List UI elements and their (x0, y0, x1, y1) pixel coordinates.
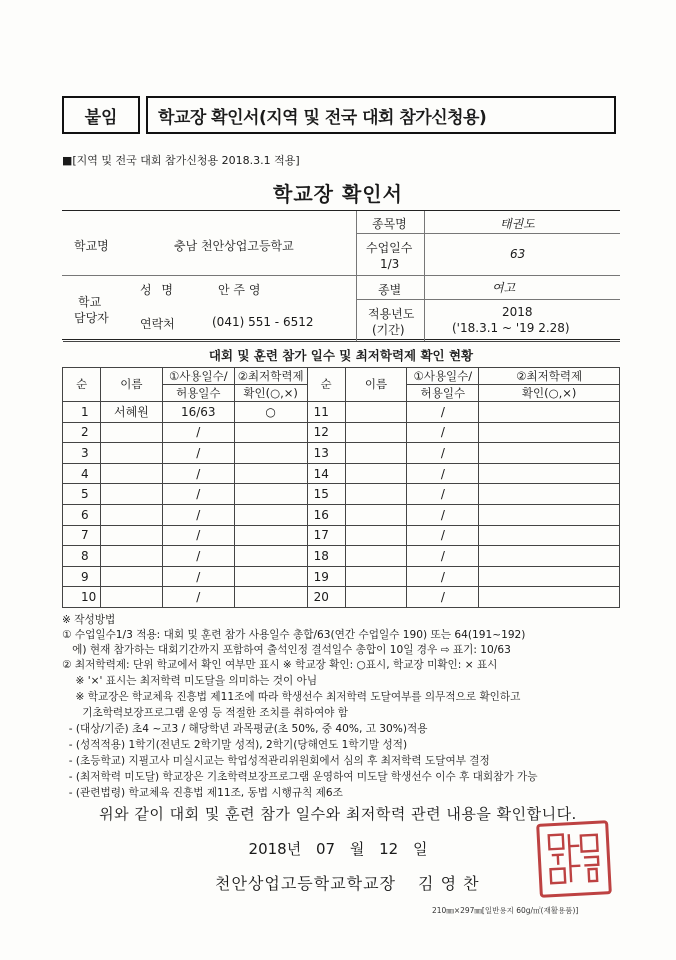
signer (215, 871, 480, 894)
event-label: 종목명 (372, 217, 407, 231)
info-table (62, 210, 620, 340)
row-name (100, 525, 162, 546)
row-check-right (479, 504, 620, 525)
row-check (234, 525, 307, 546)
row-number-right: 11 (307, 402, 345, 423)
instruction-line: ※ 작성방법 (62, 614, 116, 626)
row-name (100, 566, 162, 587)
row-number-right: 18 (307, 546, 345, 567)
row-number-right: 15 (307, 484, 345, 505)
row-name (100, 546, 162, 567)
row-name (100, 443, 162, 464)
row-number-right: 16 (307, 504, 345, 525)
manager-label-2: 담당자 (74, 311, 109, 325)
col-header-no-right: 순 (307, 368, 345, 402)
seal-icon (540, 824, 607, 893)
document-title: 학교장 확인서 (273, 182, 403, 206)
row-check-right (479, 484, 620, 505)
row-name-right (345, 422, 407, 443)
row-name-right (345, 463, 407, 484)
table-row (63, 525, 620, 546)
participation-table (62, 341, 620, 608)
row-name-right (345, 443, 407, 464)
row-days: 16/63 (162, 402, 234, 423)
manager-label-1: 학교 (78, 295, 102, 309)
instruction-line: ※ '×' 표시는 최저학력 미도달을 의미하는 것이 아님 (62, 675, 318, 687)
row-days: / (162, 463, 234, 484)
table-row (63, 463, 620, 484)
row-check-right (479, 587, 620, 608)
row-days-right: / (407, 504, 479, 525)
row-days: / (162, 546, 234, 567)
table-row (63, 402, 620, 423)
row-check: ○ (234, 402, 307, 423)
row-days-right: / (407, 484, 479, 505)
official-seal-stamp (536, 820, 612, 898)
col-header-days-right: ①사용일수/ (407, 368, 479, 385)
apply-year-label-2: (기간) (372, 323, 405, 337)
table-row (63, 566, 620, 587)
row-name (100, 587, 162, 608)
row-name (100, 504, 162, 525)
row-number-right: 17 (307, 525, 345, 546)
row-number: 3 (63, 443, 101, 464)
row-days: / (162, 484, 234, 505)
col-header-days-sub: 허용일수 (162, 385, 234, 402)
row-name-right (345, 546, 407, 567)
row-name-right (345, 504, 407, 525)
instruction-line: - (성적적용) 1학기(전년도 2학기말 성적), 2학기(당해연도 1학기말 성적) (62, 739, 408, 751)
col-header-check-sub: 확인(○,×) (234, 385, 307, 402)
row-name-right (345, 525, 407, 546)
row-check-right (479, 525, 620, 546)
row-number: 8 (63, 546, 101, 567)
row-number-right: 14 (307, 463, 345, 484)
col-header-name-right: 이름 (345, 368, 407, 402)
instruction-line: 에) 현재 참가하는 대회기간까지 포함하여 출석인정 결석일수 총합이 10일 경우 ⇨ 표기: 10/63 (62, 644, 511, 656)
instruction-line: ① 수업일수1/3 적용: 대회 및 훈련 참가 사용일수 총합/63(연간 수업일수 190) 또는 64(191~192) (62, 629, 526, 641)
header-title: 학교장 확인서(지역 및 전국 대회 참가신청용) (146, 96, 616, 134)
table-row (63, 587, 620, 608)
row-days-right: / (407, 566, 479, 587)
table-row (63, 422, 620, 443)
row-days: / (162, 525, 234, 546)
attachment-label: 붙임 (62, 96, 140, 134)
apply-year-value: 2018 (502, 305, 533, 319)
instruction-line: ② 최저학력제: 단위 학교에서 확인 여부만 표시 ※ 학교장 확인: ○표시, 학교장 미확인: × 표시 (62, 659, 498, 671)
row-check-right (479, 422, 620, 443)
school-days-label-1: 수업일수 (366, 241, 413, 255)
row-check (234, 422, 307, 443)
signer-name: 김 영 찬 (418, 874, 480, 893)
paper-spec: 210㎜×297㎜[일반용지 60g/㎡(재활용품)] (432, 906, 579, 915)
col-header-check-right: ②최저학력제 (479, 368, 620, 385)
row-name (100, 422, 162, 443)
applicability-note: ■[지역 및 전국 대회 참가신청용 2018.3.1 적용] (62, 154, 300, 167)
row-check (234, 587, 307, 608)
col-header-name: 이름 (100, 368, 162, 402)
row-days-right: / (407, 525, 479, 546)
row-number-right: 13 (307, 443, 345, 464)
table-row (63, 546, 620, 567)
row-name-right (345, 484, 407, 505)
contact-value: (041) 551 - 6512 (212, 315, 314, 329)
row-days-right: / (407, 422, 479, 443)
row-number: 1 (63, 402, 101, 423)
school-days-label-2: 1/3 (380, 257, 400, 271)
school-days-value: 63 (510, 247, 526, 261)
school-name-label: 학교명 (74, 239, 109, 253)
row-number: 10 (63, 587, 101, 608)
row-number-right: 20 (307, 587, 345, 608)
row-name-right (345, 566, 407, 587)
event-value: 태권도 (500, 217, 535, 231)
row-check (234, 566, 307, 587)
issue-date: 2018년 07 월 12 일 (248, 840, 428, 858)
manager-name-value: 안 주 영 (218, 283, 261, 297)
row-name (100, 484, 162, 505)
row-check (234, 504, 307, 525)
row-name (100, 463, 162, 484)
row-name-right (345, 587, 407, 608)
row-check-right (479, 546, 620, 567)
col-header-check-sub-right: 확인(○,×) (479, 385, 620, 402)
row-name: 서혜원 (100, 402, 162, 423)
instruction-line: - (초등학교) 지필고사 미실시교는 학업성적관리위원회에서 심의 후 최저학력 도달여부 결정 (62, 755, 490, 767)
instruction-line: 기초학력보장프로그램 운영 등 적절한 조치를 취하여야 함 (62, 707, 349, 719)
row-days: / (162, 504, 234, 525)
school-name-value: 충남 천안상업고등학교 (174, 239, 294, 253)
row-days-right: / (407, 463, 479, 484)
row-number-right: 19 (307, 566, 345, 587)
row-check-right (479, 443, 620, 464)
row-name-right (345, 402, 407, 423)
instruction-line: ※ 학교장은 학교체육 진흥법 제11조에 따라 학생선수 최저학력 도달여부를 의무적으로 확인하고 (62, 691, 521, 703)
row-check (234, 484, 307, 505)
row-days: / (162, 443, 234, 464)
table-row (63, 504, 620, 525)
col-header-days: ①사용일수/ (162, 368, 234, 385)
row-number: 7 (63, 525, 101, 546)
row-number: 5 (63, 484, 101, 505)
confirmation-statement: 위와 같이 대회 및 훈련 참가 일수와 최저학력 관련 내용을 확인합니다. (99, 805, 577, 823)
row-check (234, 443, 307, 464)
row-days: / (162, 422, 234, 443)
row-check-right (479, 566, 620, 587)
row-check (234, 463, 307, 484)
table-row (63, 484, 620, 505)
gender-label: 종별 (378, 283, 402, 297)
row-check-right (479, 402, 620, 423)
manager-name-label: 성 명 (140, 283, 173, 297)
apply-period-value: ('18.3.1 ~ '19 2.28) (452, 321, 570, 335)
contact-label: 연락처 (140, 317, 175, 331)
table-caption: 대회 및 훈련 참가 일수 및 최저학력제 확인 현황 (63, 342, 620, 368)
row-number-right: 12 (307, 422, 345, 443)
row-number: 6 (63, 504, 101, 525)
col-header-days-sub-right: 허용일수 (407, 385, 479, 402)
instruction-line: - (대상/기준) 초4 ~고3 / 해당학년 과목평균(초 50%, 중 40%, 고 30%)적용 (62, 723, 428, 735)
row-days-right: / (407, 402, 479, 423)
row-days-right: / (407, 587, 479, 608)
row-check-right (479, 463, 620, 484)
row-days-right: / (407, 546, 479, 567)
row-number: 2 (63, 422, 101, 443)
apply-year-label-1: 적용년도 (368, 307, 415, 321)
signer-school: 천안상업고등학교학교장 (215, 874, 397, 893)
table-row (63, 443, 620, 464)
gender-value: 여고 (492, 281, 516, 295)
row-days: / (162, 566, 234, 587)
col-header-no: 순 (63, 368, 101, 402)
row-days: / (162, 587, 234, 608)
instruction-line: - (최저학력 미도달) 학교장은 기초학력보장프로그램 운영하여 미도달 학생선수 이수 후 대회참가 가능 (62, 771, 538, 783)
row-days-right: / (407, 443, 479, 464)
row-check (234, 546, 307, 567)
row-number: 9 (63, 566, 101, 587)
row-number: 4 (63, 463, 101, 484)
instruction-line: - (관련법령) 학교체육 진흥법 제11조, 동법 시행규칙 제6조 (62, 787, 343, 799)
col-header-check: ②최저학력제 (234, 368, 307, 385)
